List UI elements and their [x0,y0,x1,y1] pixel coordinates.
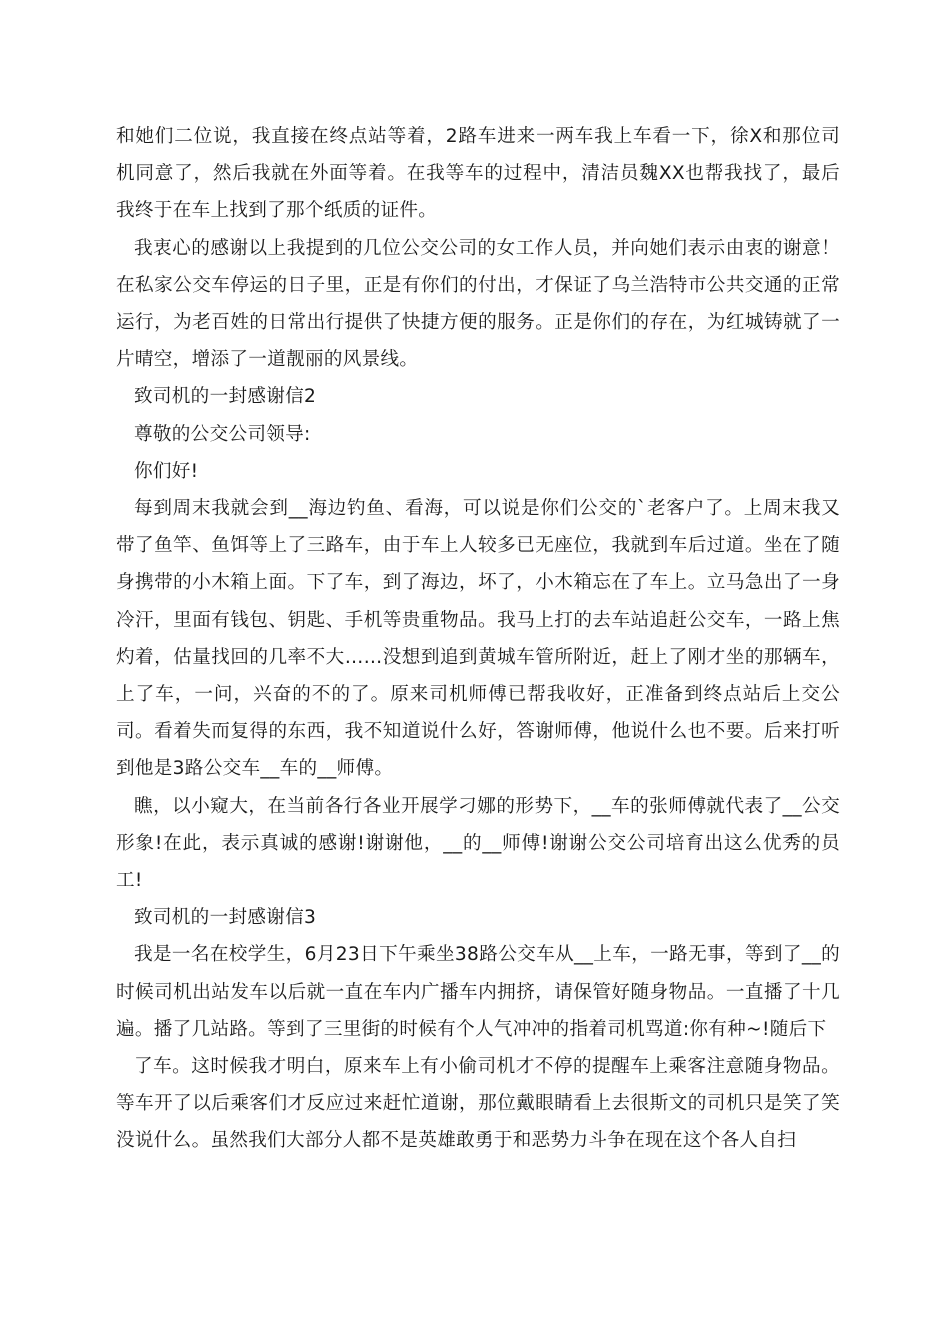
salutation: 尊敬的公交公司领导: [134,423,311,445]
paragraph-student-story-cont: 了车。这时候我才明白，原来车上有小偷司机才不停的提醒车上乘客注意随身物品。等车开了以后乘客们才反应过来赶忙道谢，那位戴眼睛看上去很斯文的司机只是笑了笑没说什么。虽然我们大部分人都不是英雄敢勇于和恶势力斗争在现在这个各人自扫 [116,1056,840,1152]
section-heading-letter-3: 致司机的一封感谢信3 [134,907,317,929]
paragraph-praise: 瞧，以小窥大，在当前各行各业开展学刁娜的形势下，__车的张师傅就代表了__公交形象!在此，表示真诚的感谢!谢谢他，__的__师傅!谢谢公交公司培育出这么优秀的员工! [116,795,840,892]
paragraph-continuation: 和她们二位说，我直接在终点站等着，2路车进来一两车我上车看一下，徐X和那位司机同意了，然后我就在外面等着。在我等车的过程中，清洁员魏XX也帮我找了，最后我终于在车上找到了那个纸质的证件。 [116,126,840,222]
paragraph-story: 每到周末我就会到__海边钓鱼、看海，可以说是你们公交的`老客户了。上周末我又带了鱼竿、鱼饵等上了三路车，由于车上人较多已无座位，我就到车后过道。坐在了随身携带的小木箱上面。下了车，到了海边，坏了，小木箱忘在了车上。立马急出了一身冷汗，里面有钱包、钥匙、手机等贵重物品。我马上打的去车站追赶公交车，一路上焦灼着，估量找回的几率不大……没想到追到黄城车管所附近，赶上了刚才坐的那辆车，上了车，一问，兴奋的不的了。原来司机师傅已帮我收好，正准备到终点站后上交公司。看着失而复得的东西，我不知道说什么好，答谢师傅，他说什么也不要。后来打听到他是3路公交车__车的__师傅。 [116,498,840,780]
document-body [116,118,840,1160]
paragraph-student-story: 我是一名在校学生，6月23日下午乘坐38路公交车从__上车，一路无事，等到了__的时候司机出站发车以后就一直在车内广播车内拥挤，请保管好随身物品。一直播了十几遍。播了几站路。等到了三里街的时候有个人气冲冲的指着司机骂道:你有种~!随后下 [116,944,840,1040]
section-heading-letter-2: 致司机的一封感谢信2 [134,386,317,408]
greeting: 你们好! [134,460,199,482]
paragraph-thanks-staff: 我衷心的感谢以上我提到的几位公交公司的女工作人员，并向她们表示由衷的谢意！在私家公交车停运的日子里，正是有你们的付出，才保证了乌兰浩特市公共交通的正常运行，为老百姓的日常出行提供了快捷方便的服务。正是你们的存在，为红城铸就了一片晴空，增添了一道靓丽的风景线。 [116,237,840,371]
